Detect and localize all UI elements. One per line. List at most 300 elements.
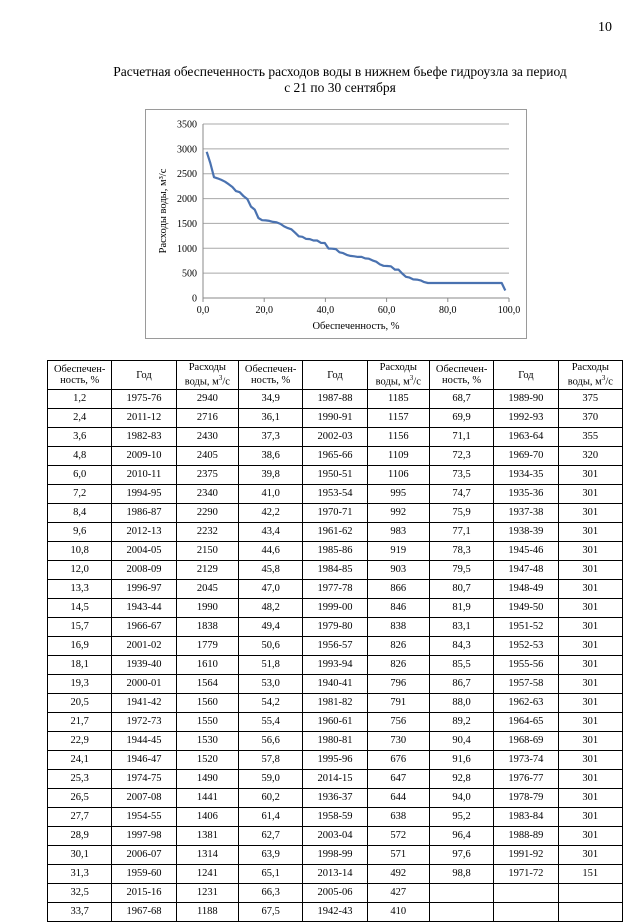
table-cell: 4,8: [48, 447, 112, 466]
table-cell: 1971-72: [494, 865, 558, 884]
table-row: [48, 447, 623, 466]
table-cell: 1977-78: [303, 580, 367, 599]
table-cell: 1978-79: [494, 789, 558, 808]
table-cell: 22,9: [48, 732, 112, 751]
table-cell: 98,8: [429, 865, 493, 884]
table-cell: 1992-93: [494, 409, 558, 428]
table-cell: 84,3: [429, 637, 493, 656]
table-cell: 92,8: [429, 770, 493, 789]
table-cell: 26,5: [48, 789, 112, 808]
table-cell: 375: [558, 390, 622, 409]
table-cell: 301: [558, 694, 622, 713]
table-cell: 78,3: [429, 542, 493, 561]
table-cell: 42,2: [238, 504, 302, 523]
table-cell: 62,7: [238, 827, 302, 846]
table-cell: 1,2: [48, 390, 112, 409]
table-cell: [429, 903, 493, 922]
table-cell: 1560: [176, 694, 238, 713]
table-cell: 45,8: [238, 561, 302, 580]
table-cell: 24,1: [48, 751, 112, 770]
table-cell: 47,0: [238, 580, 302, 599]
table-cell: 1954-55: [112, 808, 176, 827]
supply-curve-chart: [146, 110, 526, 338]
table-cell: 301: [558, 808, 622, 827]
table-row: [48, 580, 623, 599]
table-cell: 301: [558, 485, 622, 504]
table-cell: 1838: [176, 618, 238, 637]
table-cell: 56,6: [238, 732, 302, 751]
x-axis-label: Обеспеченность, %: [312, 321, 400, 332]
table-cell: 61,4: [238, 808, 302, 827]
table-cell: 992: [367, 504, 429, 523]
table-cell: 2001-02: [112, 637, 176, 656]
table-cell: 1964-65: [494, 713, 558, 732]
table-cell: 3,6: [48, 428, 112, 447]
table-cell: 1967-68: [112, 903, 176, 922]
table-cell: 1952-53: [494, 637, 558, 656]
table-cell: 1987-88: [303, 390, 367, 409]
table-cell: 301: [558, 827, 622, 846]
table-cell: 1944-45: [112, 732, 176, 751]
table-cell: 2002-03: [303, 428, 367, 447]
unit-superscript: 3: [601, 374, 606, 383]
table-cell: [558, 884, 622, 903]
table-row: [48, 561, 623, 580]
table-cell: 301: [558, 751, 622, 770]
table-cell: 2045: [176, 580, 238, 599]
table-cell: 97,6: [429, 846, 493, 865]
table-cell: 301: [558, 846, 622, 865]
table-row: [48, 542, 623, 561]
column-header: Расходы воды, $м^3/с$: [176, 361, 238, 390]
table-cell: 1940-41: [303, 675, 367, 694]
table-cell: 14,5: [48, 599, 112, 618]
table-cell: 94,0: [429, 789, 493, 808]
table-cell: 72,3: [429, 447, 493, 466]
table-cell: 1994-95: [112, 485, 176, 504]
table-row: [48, 732, 623, 751]
table-cell: 1550: [176, 713, 238, 732]
table-cell: 1980-81: [303, 732, 367, 751]
table-cell: 89,2: [429, 713, 493, 732]
table-cell: 1989-90: [494, 390, 558, 409]
table-cell: 410: [367, 903, 429, 922]
unit-superscript: 3: [409, 374, 414, 383]
table-cell: 1947-48: [494, 561, 558, 580]
table-cell: 1953-54: [303, 485, 367, 504]
table-cell: 1976-77: [494, 770, 558, 789]
table-cell: 301: [558, 466, 622, 485]
table-cell: 39,8: [238, 466, 302, 485]
table-row: [48, 694, 623, 713]
table-cell: 68,7: [429, 390, 493, 409]
table-cell: 25,3: [48, 770, 112, 789]
table-cell: 1986-87: [112, 504, 176, 523]
table-cell: 903: [367, 561, 429, 580]
table-cell: 1979-80: [303, 618, 367, 637]
table-cell: 1973-74: [494, 751, 558, 770]
table-cell: 1441: [176, 789, 238, 808]
table-cell: 1991-92: [494, 846, 558, 865]
y-tick-label: 1500: [177, 218, 197, 230]
table-cell: 2015-16: [112, 884, 176, 903]
table-cell: 1157: [367, 409, 429, 428]
table-cell: 20,5: [48, 694, 112, 713]
table-cell: 44,6: [238, 542, 302, 561]
table-cell: 1231: [176, 884, 238, 903]
table-cell: 301: [558, 580, 622, 599]
table-cell: 1949-50: [494, 599, 558, 618]
table-cell: 10,8: [48, 542, 112, 561]
table-cell: 18,1: [48, 656, 112, 675]
table-cell: 1934-35: [494, 466, 558, 485]
table-cell: 66,3: [238, 884, 302, 903]
table-cell: 791: [367, 694, 429, 713]
table-cell: 96,4: [429, 827, 493, 846]
table-cell: 1965-66: [303, 447, 367, 466]
table-cell: 37,3: [238, 428, 302, 447]
column-header: Обеспечен-ность, %: [429, 361, 493, 390]
table-cell: 85,5: [429, 656, 493, 675]
table-cell: 2004-05: [112, 542, 176, 561]
table-cell: 644: [367, 789, 429, 808]
chart-container: [145, 109, 527, 339]
table-cell: 2290: [176, 504, 238, 523]
table-cell: 1996-97: [112, 580, 176, 599]
table-cell: [494, 884, 558, 903]
table-cell: 1951-52: [494, 618, 558, 637]
column-header: Обеспечен-ность, %: [48, 361, 112, 390]
y-tick-label: 1000: [177, 243, 197, 255]
table-cell: 30,1: [48, 846, 112, 865]
table-cell: 1406: [176, 808, 238, 827]
y-tick-label: 2500: [177, 169, 197, 181]
table-cell: 638: [367, 808, 429, 827]
table-cell: 2405: [176, 447, 238, 466]
table-cell: 2014-15: [303, 770, 367, 789]
table-cell: 77,1: [429, 523, 493, 542]
table-cell: 59,0: [238, 770, 302, 789]
table-cell: 9,6: [48, 523, 112, 542]
table-cell: 2008-09: [112, 561, 176, 580]
table-cell: 1241: [176, 865, 238, 884]
table-cell: 2716: [176, 409, 238, 428]
table-cell: 1109: [367, 447, 429, 466]
table-cell: 74,7: [429, 485, 493, 504]
table-cell: 1156: [367, 428, 429, 447]
table-cell: 36,1: [238, 409, 302, 428]
table-cell: 2006-07: [112, 846, 176, 865]
unit-superscript: 3: [218, 374, 223, 383]
table-cell: 63,9: [238, 846, 302, 865]
table-cell: 1939-40: [112, 656, 176, 675]
table-row: [48, 504, 623, 523]
table-row: [48, 390, 623, 409]
table-cell: 19,3: [48, 675, 112, 694]
table-cell: 1381: [176, 827, 238, 846]
table-cell: 1936-37: [303, 789, 367, 808]
table-cell: 2012-13: [112, 523, 176, 542]
table-cell: 1959-60: [112, 865, 176, 884]
table-cell: 1610: [176, 656, 238, 675]
table-cell: 1962-63: [494, 694, 558, 713]
table-cell: 1972-73: [112, 713, 176, 732]
table-row: [48, 789, 623, 808]
table-cell: 983: [367, 523, 429, 542]
table-row: [48, 884, 623, 903]
table-cell: 75,9: [429, 504, 493, 523]
table-cell: 48,2: [238, 599, 302, 618]
table-cell: 1988-89: [494, 827, 558, 846]
table-cell: 301: [558, 789, 622, 808]
table-cell: 647: [367, 770, 429, 789]
table-cell: 90,4: [429, 732, 493, 751]
table-cell: 301: [558, 656, 622, 675]
table-cell: 33,7: [48, 903, 112, 922]
table-row: [48, 485, 623, 504]
table-cell: 8,4: [48, 504, 112, 523]
table-cell: 1937-38: [494, 504, 558, 523]
table-cell: 301: [558, 561, 622, 580]
x-tick-label: 20,0: [255, 305, 273, 316]
table-cell: 16,9: [48, 637, 112, 656]
table-cell: 1968-69: [494, 732, 558, 751]
table-cell: 43,4: [238, 523, 302, 542]
table-row: [48, 808, 623, 827]
table-cell: 676: [367, 751, 429, 770]
table-cell: 31,3: [48, 865, 112, 884]
table-cell: 2010-11: [112, 466, 176, 485]
table-cell: 2430: [176, 428, 238, 447]
table-cell: 427: [367, 884, 429, 903]
x-tick-label: 0,0: [196, 305, 210, 316]
table-cell: 301: [558, 599, 622, 618]
table-cell: 57,8: [238, 751, 302, 770]
table-cell: 866: [367, 580, 429, 599]
table-cell: 83,1: [429, 618, 493, 637]
table-cell: 301: [558, 542, 622, 561]
table-cell: 571: [367, 846, 429, 865]
x-tick-label: 100,0: [497, 305, 521, 316]
table-cell: 1958-59: [303, 808, 367, 827]
table-row: [48, 599, 623, 618]
table-row: [48, 466, 623, 485]
table-cell: 301: [558, 618, 622, 637]
y-axis-label: Расходы воды, м³/с: [158, 168, 169, 254]
x-tick-label: 40,0: [316, 305, 335, 316]
table-cell: 81,9: [429, 599, 493, 618]
table-cell: 301: [558, 770, 622, 789]
table-cell: 1530: [176, 732, 238, 751]
table-cell: 1942-43: [303, 903, 367, 922]
table-cell: 38,6: [238, 447, 302, 466]
table-cell: 320: [558, 447, 622, 466]
table-cell: 846: [367, 599, 429, 618]
table-cell: 88,0: [429, 694, 493, 713]
column-header: Расходы воды, $м^3/с$: [558, 361, 622, 390]
table-cell: 2940: [176, 390, 238, 409]
title-line-1: Расчетная обеспеченность расходов воды в нижнем бьефе гидроузла за период: [113, 64, 567, 79]
table-cell: 13,3: [48, 580, 112, 599]
table-cell: 1969-70: [494, 447, 558, 466]
table-cell: 1955-56: [494, 656, 558, 675]
table-cell: 51,8: [238, 656, 302, 675]
table-cell: 1984-85: [303, 561, 367, 580]
table-cell: 301: [558, 637, 622, 656]
table-cell: [429, 884, 493, 903]
table-cell: 1948-49: [494, 580, 558, 599]
table-cell: 2000-01: [112, 675, 176, 694]
y-tick-label: 500: [182, 268, 197, 280]
table-cell: 71,1: [429, 428, 493, 447]
table-cell: 2232: [176, 523, 238, 542]
table-cell: 28,9: [48, 827, 112, 846]
table-cell: 2,4: [48, 409, 112, 428]
table-cell: 15,7: [48, 618, 112, 637]
x-tick-label: 60,0: [377, 305, 396, 316]
table-cell: 7,2: [48, 485, 112, 504]
table-row: [48, 428, 623, 447]
table-cell: 730: [367, 732, 429, 751]
column-header: Год: [112, 361, 176, 390]
table-cell: 95,2: [429, 808, 493, 827]
table-cell: 79,5: [429, 561, 493, 580]
table-cell: 41,0: [238, 485, 302, 504]
column-header: Год: [303, 361, 367, 390]
table-cell: 1946-47: [112, 751, 176, 770]
table-row: [48, 656, 623, 675]
table-cell: 65,1: [238, 865, 302, 884]
table-cell: 2009-10: [112, 447, 176, 466]
table-cell: 34,9: [238, 390, 302, 409]
table-row: [48, 865, 623, 884]
page-number: 10: [598, 20, 612, 35]
table-row: [48, 903, 623, 922]
table-cell: 67,5: [238, 903, 302, 922]
table-cell: 2013-14: [303, 865, 367, 884]
series-line: [207, 152, 506, 291]
table-cell: 1314: [176, 846, 238, 865]
table-cell: 919: [367, 542, 429, 561]
table-cell: 1982-83: [112, 428, 176, 447]
column-header: Обеспечен-ность, %: [238, 361, 302, 390]
table-cell: 2150: [176, 542, 238, 561]
table-cell: 1943-44: [112, 599, 176, 618]
table-cell: 1983-84: [494, 808, 558, 827]
table-cell: 1975-76: [112, 390, 176, 409]
table-row: [48, 846, 623, 865]
table-cell: 2340: [176, 485, 238, 504]
table-cell: 2003-04: [303, 827, 367, 846]
table-cell: 2007-08: [112, 789, 176, 808]
table-row: [48, 713, 623, 732]
y-tick-label: 2000: [177, 194, 197, 206]
table-cell: 572: [367, 827, 429, 846]
table-cell: 1990: [176, 599, 238, 618]
table-cell: 6,0: [48, 466, 112, 485]
table-cell: 1995-96: [303, 751, 367, 770]
supply-table: [47, 360, 623, 922]
table-cell: 2011-12: [112, 409, 176, 428]
table-cell: 1945-46: [494, 542, 558, 561]
table-cell: 1938-39: [494, 523, 558, 542]
table-cell: 756: [367, 713, 429, 732]
table-cell: 370: [558, 409, 622, 428]
table-cell: 86,7: [429, 675, 493, 694]
table-cell: 838: [367, 618, 429, 637]
table-cell: 301: [558, 713, 622, 732]
table-row: [48, 751, 623, 770]
table-cell: 1960-61: [303, 713, 367, 732]
table-cell: 69,9: [429, 409, 493, 428]
column-header: Год: [494, 361, 558, 390]
table-cell: 826: [367, 656, 429, 675]
table-cell: 53,0: [238, 675, 302, 694]
table-cell: 2005-06: [303, 884, 367, 903]
table-cell: 1779: [176, 637, 238, 656]
table-cell: 1950-51: [303, 466, 367, 485]
table-cell: 995: [367, 485, 429, 504]
table-cell: 151: [558, 865, 622, 884]
table-row: [48, 618, 623, 637]
table-cell: 49,4: [238, 618, 302, 637]
table-cell: 1564: [176, 675, 238, 694]
table-cell: 73,5: [429, 466, 493, 485]
table-cell: 1520: [176, 751, 238, 770]
table-cell: 1997-98: [112, 827, 176, 846]
y-tick-label: 3500: [177, 119, 197, 131]
table-cell: 1998-99: [303, 846, 367, 865]
x-tick-label: 80,0: [439, 305, 457, 316]
table-cell: 91,6: [429, 751, 493, 770]
table-cell: [558, 903, 622, 922]
table-cell: 1993-94: [303, 656, 367, 675]
y-tick-label: 0: [192, 293, 197, 305]
table-cell: 21,7: [48, 713, 112, 732]
table-cell: 2375: [176, 466, 238, 485]
table-cell: 55,4: [238, 713, 302, 732]
table-row: [48, 827, 623, 846]
table-cell: 796: [367, 675, 429, 694]
table-cell: 1490: [176, 770, 238, 789]
table-cell: 1999-00: [303, 599, 367, 618]
table-cell: 1990-91: [303, 409, 367, 428]
table-row: [48, 770, 623, 789]
table-cell: 1963-64: [494, 428, 558, 447]
table-row: [48, 409, 623, 428]
table-cell: 1981-82: [303, 694, 367, 713]
table-cell: 1957-58: [494, 675, 558, 694]
y-tick-label: 3000: [177, 144, 197, 156]
table-cell: 826: [367, 637, 429, 656]
table-cell: [494, 903, 558, 922]
table-cell: 50,6: [238, 637, 302, 656]
table-cell: 2129: [176, 561, 238, 580]
table-cell: 1941-42: [112, 694, 176, 713]
table-cell: 1185: [367, 390, 429, 409]
column-header: Расходы воды, $м^3/с$: [367, 361, 429, 390]
table-cell: 1935-36: [494, 485, 558, 504]
table-cell: 301: [558, 732, 622, 751]
table-cell: 1985-86: [303, 542, 367, 561]
table-cell: 1188: [176, 903, 238, 922]
table-cell: 1966-67: [112, 618, 176, 637]
table-row: [48, 637, 623, 656]
table-cell: 301: [558, 504, 622, 523]
table-cell: 301: [558, 675, 622, 694]
table-cell: 1106: [367, 466, 429, 485]
table-cell: 27,7: [48, 808, 112, 827]
